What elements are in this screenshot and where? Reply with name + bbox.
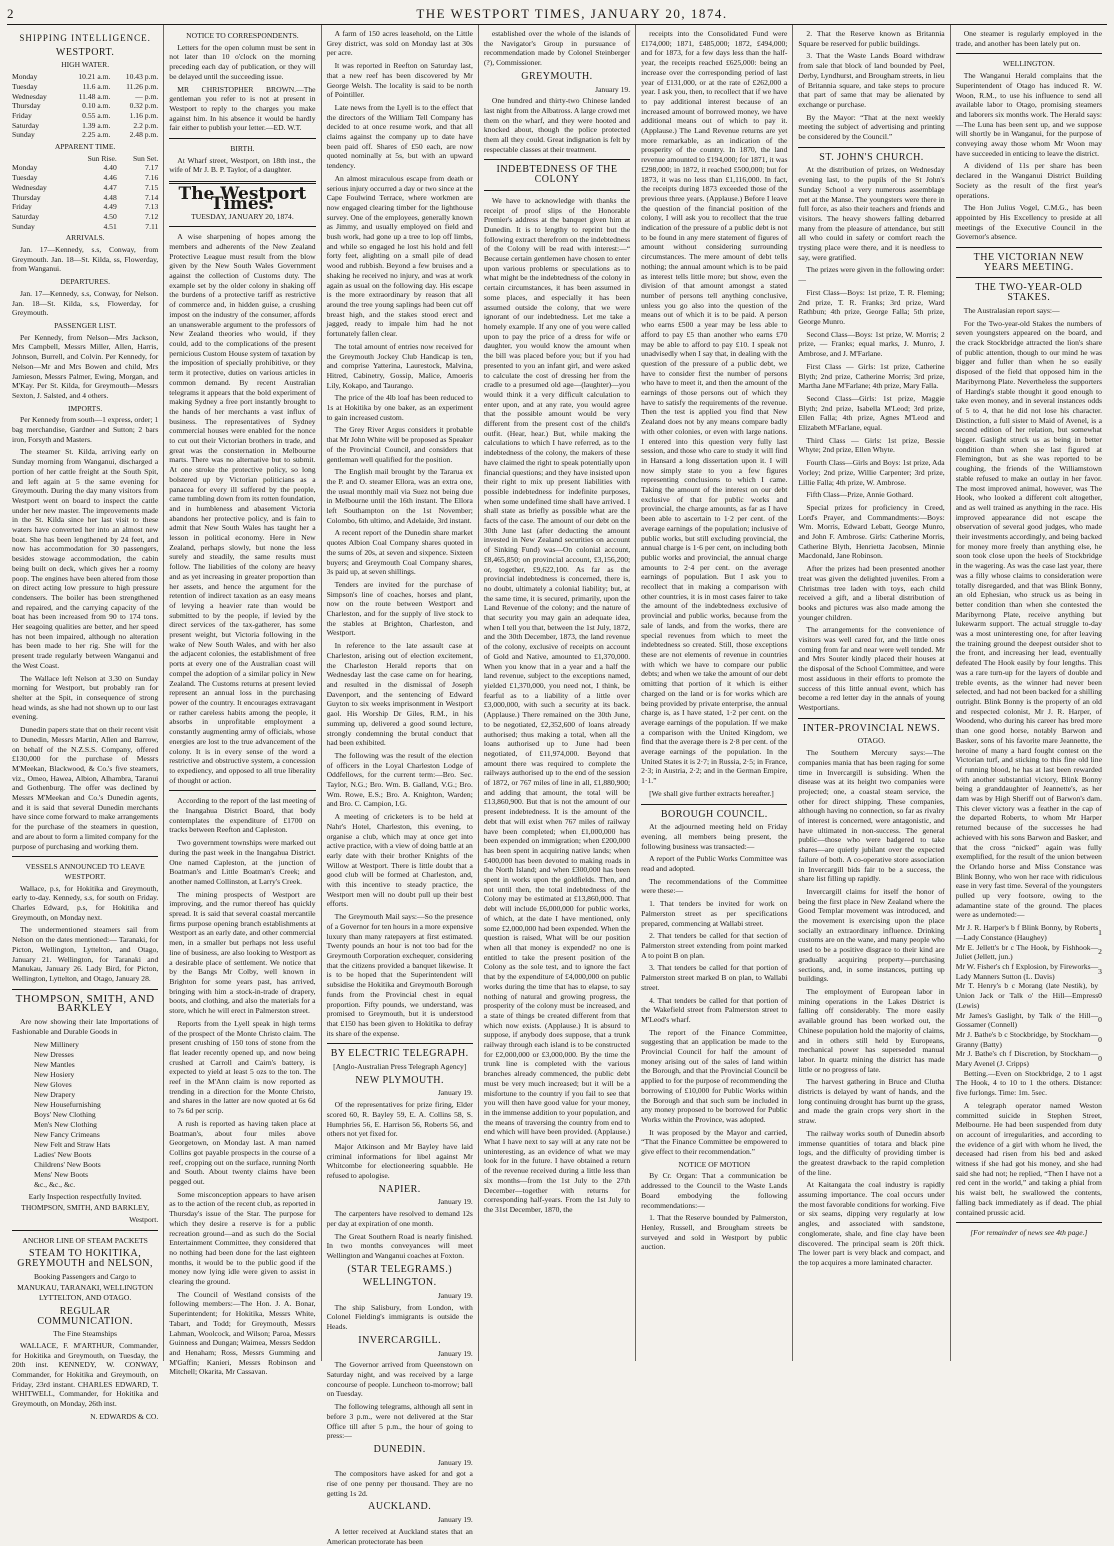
place-cell: 0 [1098,1034,1102,1044]
dateline: January 19. [437,1197,473,1207]
wellington-heading: WELLINGTON. [362,1277,437,1289]
news-para: The Grey River Argus considers it probable that Mr John White will be proposed as Speaker of the Provincial Council, and considers that gentleman well qualified for the position. [326,425,473,464]
star-telegrams-heading: (STAR TELEGRAMS.) [347,1263,453,1275]
list-item: &c., &c., &c. [34,1179,76,1189]
dunedin-heading: DUNEDIN. [373,1443,426,1455]
header-cell: Sun Rise. [87,153,117,163]
church-heading: ST. JOHN'S CHURCH. [819,151,924,163]
news-para: Tenders are invited for the purchase of Simpson's line of coaches, horses and plant, now on the route between Westport and Charleston, and for the supply of live stock to the stables at Brighton, Charleston, and Westport. [326,579,473,638]
divider [641,804,787,805]
news-para: Some misconception appears to have arisen as to the action of the recent club, as reported in Thursday's issue of the Star. The purpose for which they desire a reserve is for a public recreation ground—and as such do the Social Entertainment Committee, they considered that no nothing had been done for the last eighteen months, it would be to the public good if the money now lying idle were given to assist in clearing the ground. [169,1189,316,1287]
birth-heading: BIRTH. [230,144,255,154]
anchor-ports: MANUKAU, TARANAKI, WELLINGTON LYTTELTON, AND OTAGO. [17,1283,154,1303]
table-row [12,82,158,92]
place-cell: 0 [1098,991,1102,1001]
sunset-cell: 7.15 [144,182,159,192]
news-para: A letter received at Auckland states that an American protectorate has been [326,1526,473,1546]
horse-cell: Mr W. Fisher's ch f Explosion, by Fireworks—Lady Manners Sutton (L. Davis) [955,961,1099,981]
am-cell: 0.55 a.m. [82,110,111,120]
news-para: 4. That tenders be called for that portion of the Wakefield street from Palmerston street to M'Leod's wharf. [641,995,788,1024]
dateline: January 19. [437,1457,473,1467]
notice-heading: NOTICE TO CORRESPONDENTS. [186,31,299,40]
day-cell: Tuesday [12,173,38,183]
news-para: Second Class—Boys: 1st prize, W. Morris; 2 prize, — Franks; equal marks, J. Munro, J. Ambrose, and J. M'Farlane. [798,329,945,359]
am-cell: 2.25 a.m. [82,130,111,140]
news-para: Major Atkinson and Mr Bayley have laid criminal informations for libel against Mr Whitcombe for electioneering squabble. He refused to apologise. [326,1141,473,1181]
place-cell: 0 [1098,1054,1102,1064]
list-item: Men's New Clothing [34,1119,97,1129]
divider [169,226,315,227]
news-para: The following telegrams, although all sent in before 3 p.m., were not delivered at the Star Office till after 5 p.m., the hour of going to press:— [326,1402,473,1441]
column-5 [636,25,793,1361]
pm-cell: 10.43 p.m. [125,72,159,82]
table-row [12,72,158,82]
news-para: One steamer is regularly employed in the trade, and another has been lately put on. [955,29,1102,48]
notice-text: Letters for the open column must be sent in not later than 10 o'clock on the morning preceding each day of publication, or they will be delayed until the succeeding issue. [169,42,316,81]
sunset-cell: 7.16 [144,173,159,183]
vessels-heading: VESSELS ANNOUNCED TO LEAVE WESTPORT. [25,862,145,881]
table-row [12,101,158,111]
pm-cell: 2.2 p.m. [133,120,159,130]
tsb-title: THOMPSON, SMITH, AND BARKLEY [15,992,155,1015]
borough-council-heading: BOROUGH COUNCIL. [660,808,768,820]
table-row [12,193,158,203]
column-2 [164,25,321,1377]
dateline: January 19. [437,1515,473,1525]
list-item: New Drapery [34,1089,76,1099]
dateline: January 19. [595,84,631,94]
news-para: Late news from the Lyell is to the effect that the directors of the William Tell Company has decided to at once resume work, and that all claims against the company up to date have been paid off. Shares of £50 each, are now quoted nominally at 5s, but with an upward tendency. [326,102,473,171]
pm-cell: — p.m. [135,91,159,101]
news-para: It was proposed by the Mayor and carried, “That the Finance Committee be empowered to give effect to their recommendation.” [641,1127,788,1157]
sunrise-cell: 4.47 [103,182,117,192]
anchor-title: STEAM TO HOKITIKA, GREYMOUTH and NELSON, [17,1248,154,1270]
tsb-goods-list [12,1040,158,1190]
news-para: A meeting of cricketers is to be held at Nahr's Hotel, Charleston, this evening, to organise a club, which may at once get into active practice, with a view of doing battle at an early date with their brother Knights of the Willow at Westport. There is little doubt that a good club will be formed at Charleston, and, with this incentive to steady practice, the Westport men will no doubt pull up their best efforts. [326,812,473,909]
news-para: Fifth Class—Prize, Annie Gothard. [806,490,914,500]
divider [169,790,315,791]
anchor-ships: WALLACE, F. M'ARTHUR, Commander, for Hokitika and Greymouth, on Tuesday, the 20th inst. KENNEDY, W. CONWAY, Commander, for Hokitika and Greymouth, on Friday, 23rd instant. CHARLES EDWARD, T. WHITWELL, Commander, for Hokitika and Greymouth, on Monday, 26th inst. [12,1340,159,1409]
horse-cell: Mr J. Bathe's b c Stockbridge, by Stockham—Granny (Batty) [955,1029,1099,1049]
dateline: January 19. [437,1291,473,1301]
table-row [12,212,158,222]
news-para: The Governor arrived from Queenstown on Saturday night, and was received by a large concourse of people. Luncheon to-morrow; ball on Tuesday. [326,1360,473,1399]
news-para: 3. That tenders be called for that portion of Palmerston street marked B on plan, to Wallabi street. [641,963,788,992]
news-para: The ship Salisbury, from London, with Colonel Fielding's immigrants is outside the Heads. [326,1302,473,1332]
newspaper-page [7,4,1107,1546]
news-para: An almost miraculous escape from death or serious injury occurred a day or two since at the Cape Foulwind Terrace, where workmen are now engaged clearing timber for the lighthouse survey. One of the employees, generally known as Jimmy, and usually employed on field and bush work, had gone up a tree to lop off limbs, and while so engaged he lost his hold and fell forty feet, alighting on a small pile of dead wood and rubbish. Beyond a few bruises and a shaking he received no injury, and was at work again as usual on the following day. His escape is the more extraordinary by reason that all around the tree young saplings had been cut off breast high, and the stakes stood erect and jagged, ready to impale him had he not fortunately fallen clear. [326,173,473,339]
columns [7,25,1107,1546]
pm-cell: 1.16 p.m. [129,110,159,120]
apparent-time-heading: APPARENT TIME. [54,142,116,152]
new-plymouth-heading: NEW PLYMOUTH. [355,1074,445,1086]
arrivals-text: Jan. 17—Kennedy, s.s, Conway, from Greymouth. Jan. 18—St. Kilda, ss, Flowerday, from Wanganui. [12,245,159,274]
news-para: The Council of Westland consists of the following members:—The Hon. J. A. Bonar, Superintendent; for Hokitika, Messrs White, Tabart, and Todd; for Greymouth, Messrs Lahman, Woolcock, and Wilson; Paroa, Messrs Guinness and Dungan; Waimea, Messrs Seddon and Henaham; Ross, Messrs Gumming and M'Gaffin; Kanieri, Messrs Robinson and Mitchell; Okarita, Mr Cassavan. [169,1289,316,1377]
news-para: Two government townships were marked out during the past week in the Inangahua District. One named Capleston, at the junction of Boatman's and Little Boatman's Creek; and another named Collinston, at Larry's Creek. [169,838,316,886]
imports-text: Per Kennedy from south—1 express, order; 1 bag merchandise, Gardner and Sutton; 2 bars iron, Forsyth and Masters. [12,415,159,444]
place-cell: 2 [1098,947,1102,957]
divider [798,718,944,719]
news-para: By the Mayor: “That at the next weekly meeting the subject of advertising and printing be considered by the Council.” [798,112,945,142]
column-3 [322,25,479,1546]
news-para: 1. That the Reserve bounded by Palmerston, Henley, Russell, and Brougham streets be surveyed and sold in Westport by public auction. [641,1213,788,1252]
passengers-heading: PASSENGER LIST. [54,320,117,330]
dateline: January 19. [437,1088,473,1098]
column-4 [479,25,636,1361]
divider [484,190,630,191]
divider [798,147,944,148]
anchor-fleet: The Fine Steamships [53,1329,117,1339]
news-para: For the Two-year-old Stakes the numbers of seven youngsters appeared on the board, and the crack Stockbridge attracted the lion's share of public attention, though to our mind he was bigger and fuller than when he so easily disposed of the field that opposed him in the Maribyrnong Plate. Nevertheless the supporters of Harding's stable thought it good enough to take even money, and in several instances odds of 5 to 4, that he did not lose his character. Distinction, a full sister to Maid of Avenel, is a second edition of her relation, but somewhat bigger. Gaslight struck us as being in better condition than when she last figured at Flemington, but as she was reported to be coughing, the friends of the Williamstown stable refused to make an outlay in her favor. The most improved animal, however, was The Hook, who looked a different colt altogether, and as well trained as anything in the race. His improved appearance did not escape the observation of several good judges, who made their investments accordingly, and being backed for money more freely than anything else, he soon took close upon the heels of Stockbridge in the wagering. As was the case last year, there was a filly whose claims to consideration were totally disregarded, and that was Blink Bonny, an old Ephesian, who struck us as being in better condition than when she contested the Maribyrnong Plate, receive anything but lukewarm support. The actual struggle to-day was a most uninteresting one, for after leaving the training ground the deepest outsider shot to the front, and increasing her lead, eventually defeated The Hook easily by four lengths. This was a rare turn-up for the layers of double and treble events, as the winner had never been selected, and had not been backed for a shilling outright. Blink Bonny is the property of an old and respected colonist, Mr J. R. Harper, of Woodend, who during his career has bred more than one good horse, notably Barwon and Basker, sons of his favorite mare Jeannette, the heroine of many a hard fought contest on the Victorian turf, and sticking to this fine old line of running blood, he has at last been rewarded with another substantial victory, Blink Bonny being a granddaughter of Jeannette's, as her dam was by High Sheriff out of Barwon's dam. This clever victory was a feather in the cap of the departed Roberts, to whom Mr Harper returned because of the successes he had achieved with his sons Barwon and Basker, and that the cross “nicked” again was fully exemplified, for the result of the union between the Orlando horse and Miss Constance was Blink Bonny, who won her race with ridiculous ease in very fast time. Several of the youngsters pulled up very footsore, owing to the adamantine state of the ground. The places were as undernoted:— [955,318,1102,920]
dateline: January 19. [437,1348,473,1358]
invercargill-heading: INVERCARGILL. [358,1334,442,1346]
vessels-note: The undermentioned steamers sail from Nelson on the dates mentioned:— Taranaki, for Picton, Wellington, Lyttelton, and Otago, January 21. Wellington, for Taranaki and Manukau, January 26. Lady Bird, for Picton, Wellington, Lyttelton, and Otago, January 28. [12,925,159,983]
remainder-note: [For remainder of news see 4th page.] [970,1228,1088,1238]
day-cell: Sunday [12,221,35,231]
day-cell: Wednesday [12,182,47,192]
sunrise-cell: 4.50 [103,211,117,221]
list-item: New Gloves [34,1079,72,1089]
day-cell: Wednesday [12,91,47,101]
departures-heading: DEPARTURES. [60,277,110,287]
telegraph-heading: BY ELECTRIC TELEGRAPH. [330,1048,469,1060]
race-results-table [956,923,1102,1069]
masthead: THE WESTPORT TIMES, JANUARY 20, 1874. [416,6,728,21]
news-para: The Southern Mercury says:—The companies mania that has been raging for some time in Invercargill is subsiding. When the disease was at its height two companies were projected; one, a coastal steam service, the other for direct shipping. These companies, although having no connection, so far as rivalry of interest is concerned, were antagonistic, and have ultimated in non-success. The general public—those who were badgered to take shares—are quietly jubilant over the expected failure of both. A co-operative store association in Invercargill bids fair to be a success, the share list filling up rapidly. [798,748,945,884]
table-row [956,943,1102,962]
news-para: Fourth Class—Girls and Boys: 1st prize, Ada Vorley; 2nd prize, Willie Carpenter; 3rd prize, Lillie Falla; 4th prize, W. Ambrose. [798,458,945,487]
day-cell: Tuesday [12,81,38,91]
table-row [12,92,158,102]
news-para: The following was the result of the election of officers in the Loyal Charleston Lodge of Oddfellows, for the current term:—Bro. Sec. Taylor, N.G.; Bro. Wm. B. Galland, V.G.; Bro. Wm. Rowe, E.S.; Bro. A. Knighton, Warden; and Bro. C. Campion, I.G. [326,750,473,809]
sunset-cell: 7.17 [144,163,159,173]
table-row [12,202,158,212]
tsb-invite: Early Inspection respectfully Invited. [28,1191,142,1201]
news-para: First Class — Girls: 1st prize, Catherine Blyth; 2nd prize, Catherine Morris; 3rd prize, Martha Jane M'Farlane; 4th prize, Mary Falla. [798,361,945,391]
sunrise-cell: 4.40 [103,163,117,173]
news-para: The total amount of entries now received for the Greymouth Jockey Club Handicap is ten, and comprise Yatterina, Laurestock, Malvina, Hitred, Cabinetry, Gossip, Malice, Amoeris Lily, Kokapo, and Taurango. [326,341,473,390]
news-para: The English mail brought by the Tararua ex the P. and O. steamer Ellora, was an extra one, the usual monthly mail via Suez not being due in Melbourne until the 16th instant. The Ellora left Southampton on the 1st November; Colombo, 6th ultimo, and Adelaide, 3rd instant. [326,467,473,525]
news-para: The Hon Julius Vogel, C.M.G., has been appointed by His Excellency to preside at all meetings of the Executive Council in the Governor's absence. [955,203,1102,242]
am-cell: 10.21 a.m. [78,72,111,82]
table-row [12,222,158,232]
paper-title: The Westport Times. [178,184,307,214]
news-para: established over the whole of the islands of the Navigator's Group in pursuance of recommendation made by Colonel Steinberger (?), Commissioner. [483,29,631,68]
table-row [12,163,158,173]
list-item: New Felt and Straw Hats [34,1139,111,1149]
port-heading: WESTPORT. [55,46,115,58]
inter-provincial-heading: INTER-PROVINCIAL NEWS. [802,722,941,734]
am-cell: 0.10 a.m. [82,101,111,111]
pm-cell: 0.32 p.m. [129,101,159,111]
news-para: The arrangements for the convenience of visitors was well cared for, and the little ones coming from far and near were well tended. Mr and Mrs Souter kindly placed their houses at the disposal of the School Committee, and were most assiduous in their efforts to promote the success of this little annual event, which has become a red letter day in the annals of young Westportians. [798,625,945,712]
imports-heading: IMPORTS. [67,403,103,413]
news-para: The carpenters have resolved to demand 12s per day at expiration of one month. [326,1209,473,1228]
sunrise-cell: 4.46 [103,173,117,183]
leader-article: A wise sharpening of hopes among the members and adherents of the New Zealand Protective League must result from the blow given by the New South Wales Government against the collection of Customs duty. The example set by the older colony in shaking off the burdens of a protective tariff as restrictive of commerce and, in hidden guise, a crushing impost on the industry of the consumer, affords an unanswerable argument to the professors of New Zealand theories who would, if they could, add to the complications of the present pernicious Custom House system of taxation by the imposition of specially prohibitive, or they term it protective, duties on various articles in common demand. By recent Australian telegrams it appears that the bold experiment of making Sydney a free port instantly brought to the hands of her merchants a vast influx of business. The representatives of Sydney commercial houses were enabled for the nonce to cut out their Victorian brothers in trade, and great was the consternation in Melbourne marts. There was no alternative but to submit. At one stroke the protective policy, so long bolstered up by Victorian politicians as a panacea for every ill suffered by the people, came tumbling down from its rotten foundation, and in humbleness and abasement Victoria abandons her protective policy, and is fain to admit that New South Wales has taught her a lesson in political economy. Here in New Zealand, perhaps slowly, but none the less surely and steadily, the same results must follow. The liabilities of the colony are heavy and as yet increasing in greater proportion than her assets, and hence the argument for the retention of indirect taxation as an easy means of levying a heavier rate than would be submitted to by the people, if levied by the direct services of the tax-gatherer, has some present weight, but Victoria following in the wake of New South Wales, and with her also the adjacent colonies, the establishment of free ports at every one of the Australian coast will compel the adoption of a similar policy in New Zealand. The Customs returns at present levied represent an annual loss in the purchasing power of the country. It encourages extravagant or rather careless habits among the people, it absorbs in unprofitable employment a constantly augmenting army of officials, whose energies are lost to the true advancement of the colony. It is in every sense of the word a restrictive and obstructive system, a concession to expediency, and opposed to all true liberality of thought or action. [169,232,316,785]
news-para: At Kaitangata the coal industry is rapidly assuming importance. The coal occurs under the most favorable conditions for working. Five or six seams, dipping very regularly at low angles, and associated with sandstone, conglomerate, shale, and fine clay have been discovered. The principal seam is 20ft thick. The lower part is very black and compact, and the top acquires a more laminated character. [798,1180,945,1267]
tide-table [12,72,158,140]
place-cell: 1 [1098,928,1102,938]
otago-heading: OTAGO. [857,736,886,746]
list-item: New Hosiery [34,1069,75,1079]
news-para: A dividend of 11s per share has been declared in the Wanganui District Building Society as the result of the first year's operations. [955,161,1102,200]
anchor-reg: REGULAR COMMUNICATION. [37,1305,133,1327]
list-item: New Millinery [34,1039,79,1049]
list-item: New Mantles [34,1059,75,1069]
news-para: After the prizes had been presented another treat was given the delighted juveniles. From a Christmas tree laden with toys, each child received a gift, and a liberal distribution of books and pictures was also made among the younger children. [798,564,945,622]
list-item: Childrens' New Boots [34,1159,101,1169]
table-row [12,173,158,183]
horse-cell: Mr E. Jellett's br c The Hook, by Fishhook—Juliet (Jellett, jun.) [955,942,1099,962]
table-row [12,121,158,131]
list-item: New Dresses [34,1049,74,1059]
news-para: Second Class—Girls: 1st prize, Maggie Blyth; 2nd prize, Isabella M'Leod; 3rd prize, Ellen Falla; 4th prize, Agnes M'Leod and Elizabeth M'Farlane, equal. [798,393,945,433]
horse-cell: Mr T. Henry's b c Morang (late Nestik), by Union Jack or Talk o' the Hill—Empress (Lewis) [955,981,1099,1010]
sunset-cell: 7.13 [144,202,159,212]
sun-table [12,154,158,232]
day-cell: Thursday [12,192,41,202]
divider [12,989,158,990]
table-row [956,1030,1102,1049]
day-cell: Monday [12,163,38,173]
news-para: The Greymouth Mail says:—So the presence of a Governor for ten hours in a more expensive luxury than many ratepayers at first estimated. Twenty pounds an hour is not too bad for the Greymouth Corporation exchequer, considering that the citizens provided a banquet likewise. It is to be hoped that the Superintendent will subsidise the Hokitika and Greymouth Borough funds from the Provincial chest in equal proportion. Fifty pounds, we understand, was promised to Greymouth, but it is understood that £150 has been given to Hokitika to defray its share of the expense. [326,912,473,1038]
news-para: Special prizes for proficiency in Creed, Lord's Prayer, and Commandments:—Boys: Wm. Morris, Edward Lebatt, George Munro, and John F. Ambrose. Girls: Catherine Morris, Catherine Blyth, Henrietta Jacobsen, Minnie Macdonald, Jane Robinson. [798,502,945,561]
horse-cell: Mr J. R. Harper's b f Blink Bonny, by Roberts—Lady Constance (Haughey) [955,923,1099,942]
news-para: At the adjourned meeting held on Friday evening, all members being present, the following business was transacted:— [641,822,788,851]
place-cell: 3 [1098,966,1102,976]
news-para: A telegraph operator named Weston committed suicide in Stephen Street, Melbourne. He had been suspended from duty on account of irregularities, and according to the evidence of a girl with whom he lived, the deceased had risen from his bed and asked witness if she had got his money, and she had said she had not; he replied, “Then I have not a red cent in the world,” and taking a phial from his waist belt, he swallowed the contents, falling back immediately as if dead. The phial contained prussic acid. [955,1100,1102,1217]
sunset-cell: 7.11 [145,221,159,231]
header-cell [12,154,69,164]
steamer-para: The Wallace left Nelson at 3.30 on Sunday morning for Westport, but probably ran for shelter at the Spit, in consequence of strong head winds, as she had not shown up to our last evening. [12,673,159,722]
sunset-cell: 7.14 [144,192,159,202]
table-row [12,154,158,164]
table-row [956,1049,1102,1068]
news-para: The mining prospects of Westport are improving, and the rumor thereof has quickly spread. It is said that several coastal mercantile firms purpose opening branch establishments at Westport as an early date, and other commercial men, in a smaller but perhaps not less useful line of business, are also looking to Westport as a desirable place of settlement. We notice that by the Bangs Mr Colby, well known in Brighton for some years past, has arrived, bringing with him a stock-in-trade of drapery, boots, and clothing, and also the materials for a store, which he will erect in Palmerston street. [169,889,316,1016]
news-para: The compositors have asked for and got a rise of one penny per thousand. They are no getting 1s 2d. [326,1469,473,1498]
date-line: TUESDAY, JANUARY 20, 1874. [191,211,294,221]
news-para: The harvest gathering in Bruce and Clutha districts is delayed by want of hands, and the long continuing drought has burnt up the grass, and made the grain crops very short in the straw. [798,1077,945,1126]
tsb-sign: THOMPSON, SMITH, AND BARKLEY, [21,1203,149,1213]
notice-of-motion-heading: NOTICE OF MOTION [678,1159,751,1169]
pm-cell: 11.26 p.m. [126,81,159,91]
day-cell: Friday [12,110,32,120]
table-row [12,183,158,193]
news-para: The railway works south of Dunedin absorb immense quantities of totara and black pine logs, and the difficulty of providing timber is the greatest drawback to the rapid completion of the line. [798,1128,945,1177]
news-para: It was reported in Reefton on Saturday last, that a new reef has been discovered by Mr George Welsh. The locality is said to be north of Pointiller. [326,61,473,100]
table-row [956,1011,1102,1030]
list-item: Ladies' New Boots [34,1149,92,1159]
am-cell: 11.6 a.m. [82,81,111,91]
news-para: A recent report of the Dunedin share market quotes Albion Coal Company shares quoted in the sums of 20s, at seven and sixpence. Sixteen buyers; and Greymouth Coal Company shares, 3s paid up, at seven shillings. [326,528,473,577]
sunrise-cell: 4.48 [103,192,117,202]
news-para: The prizes were given in the following order:— [798,265,945,285]
news-para: At the distribution of prizes, on Wednesday evening last, to the pupils of the St John's Sunday School a very numerous assemblage met at the Manse. The youngsters were there in full force, as also their teachers and friends and visitors. The heavy showers falling debarred many from the pleasure of attendance, but still all who could in safety or comfort reach the trysting place were there, and it is needless to say, were gratified. [798,165,945,262]
greymouth-heading: GREYMOUTH. [521,70,593,82]
list-item: New Fancy Crimeans [34,1129,100,1139]
news-para: The Australasian report says:— [963,305,1060,315]
telegraph-agency: [Anglo-Australian Press Telegraph Agency] [333,1062,467,1072]
table-row [12,111,158,121]
day-cell: Monday [12,72,38,82]
horse-cell: Mr James's Gaslight, by Talk o' the Hill—Gossamer (Connell) [955,1010,1099,1030]
news-para: By Cr. Organ: That a communication be addressed to the Council to the Waste Lands Board embodying the following recommendations:— [641,1171,788,1210]
am-cell: 11.48 a.m. [78,91,111,101]
table-row [956,923,1102,942]
news-para: receipts into the Consolidated Fund were £174,000; 1871, £485,000; 1872, £494,000; and for 1873, for a few days less than the half-year, the receipts reached £625,000: being an increase over the corresponding period of last year of £131,000, or at the rate of £262,000 a year. I ask you, then, to recollect that if we have to pay additional interest because of an increased amount of borrowed money, we have additional means out of which to pay it. (Applause.) The Land Revenue returns are yet more remarkable, as an indication of the prosperity of the country. In 1870, the land revenue amounted to £194,000; for 1871, it was £298,000; in 1872, it reached £500,000; but for 1873, it was no less than £1,116,000. In fact, the receipts during 1873 exceeded those of the previous three years. (Applause.) Before I leave the question of the financial position of the colony, I will ask you to recollect that the true indication of the pressure of a public debt is not to be found in any mere statement of figures of amount without considering surrounding circumstances. The mere amount of debt tells nothing; the annual amount which is to be paid as interest tells little more; but show, even the division of that amount amongst a stated number of persons tell anything conclusive, unless you go also into the question of the means out of which it is to be paid. A person who earns £500 a year may be less able to afford to pay £5 than another who earns £70 may be able to afford to pay £10. I speak not unadvisedly when I say that, in dealing with the question of the pressure of a public debt, we have to consider first the number of persons who have to meet it, and then the amount of the earnings of those persons out of which they have to satisfy the requirements of the revenue. Then the test is applied you find that New Zealand does not by any means compare badly with other colonies, or even with large nations. I entered into this question very fully last session, and those who care to study it will find in Hansard a long dissertation upon it. I will now simply state to you a few figures representing conclusions to which I came. Taking the amount of the interest on our debt exclusive of that for public works and provincial, the charge amounts, as far as I have been able to ascertain to 1·2 per cent. of the average earnings of the population; inclusive of public works, but still excluding provincial, the annual charge is 1·6 per cent, on including both public works and provincial, the annual charge amounts to 2·4 per cent. on the average earnings of population. But I ask you to recollect that in making a comparison with other countries, it is in most cases fairer to take the amount of the indebtedness exclusive of provincial and public works, because from the sale of lands, and from the works, there are special revenues from which to meet the indebtedness so created. Still, those exceptions these are not elements of revenue in countries with which we have to compare our public debts; and when we take the amount of our debt omitting that portion of it which is either charged on the land or is for works which are being provided by private enterprise, the annual charge is, as I have stated, 1·2 per cent. on the average earnings of the population. If we make a comparison with the United Kingdom, we find that the average there is 2·8 per cent. of the average earnings of the population. In the United States it is 2·7; in Russia, 2·5; in France, 2·3; in Austria, 2·2; and in the German Empire, 1·1.” [641,29,788,786]
news-para: A report of the Public Works Committee was read and adopted. [641,854,788,874]
divider [484,159,630,160]
news-para: In reference to the late assault case at Charleston, arising out of election excitement, the Charleston Herald reports that on Wednesday last the case came on for hearing, and resulted in the dismissal of Joseph Davenport, and the sentencing of Edward Guyton to six weeks imprisonment in Westport gaol. His Worship Dr Giles, R.M., in his summing up, delivered a good sound lecture, strongly condemning the brutal conduct that had been exhibited. [326,641,473,748]
news-para: Invercargill claims for itself the honor of being the first place in New Zealand where the Good Templar movement was introduced, and the movement is exercising upon the place socially an extraordinary influence. Drinking customs are on the wane, and many people who used to be a positive disgrace to their kind are gradually acquiring property—purchasing sections, and, in some instances, putting up buildings. [798,886,945,984]
news-para: The Wanganui Herald complains that the Superintendent of Otago has induced R. W. Woon, R.M., to use his influence to send all available labor to Otago, promising steamers and laborers six months work. The Herald says:—The Luna has been sent up, and we suppose will shortly be in Wanganui, for the purpose of conveying away those whom Mr Woon may have succeeded in enticing to leave the district. [955,71,1102,158]
news-para: According to the report of the last meeting of the Inangahua District Board, that body contemplates the expenditure of £1700 on tracks between Reefton and Capleston. [169,796,316,835]
betting-text: Betting.—Even on Stockbridge, 2 to 1 agst The Hook, 4 to 10 to 1 the others. Distance: five furlongs. Time: 1m. 5sec. [955,1068,1102,1098]
day-cell: Saturday [12,211,39,221]
list-item: New Housefurnishing [34,1099,101,1109]
tsb-place: Westport. [129,1214,159,1224]
news-para: One hundred and thirty-two Chinese landed last night from the Albatross. A large crowd met them on the wharf, and they were hooted and knocked about, though the police protected them all they could. Great indignation is felt by respectable classes at their treatment. [483,96,631,154]
tsb-intro: Are now showing their late Importations of Fashionable and Durable Goods in [12,1017,159,1036]
list-item: Mens' New Boots [34,1169,89,1179]
steamer-para: Dunedin papers state that on their recent visit to Dunedin, Messrs Martin, Allen and Barrow, on behalf of the N.Z.S.S. Company, offered £130,000 for the purchase of Messrs M'Meekan, Blackwood, & Co.'s five steamers, viz., Omeo, Hawea, Albion, Alhambra, Taranui and Gothenburg. The offer was declined by Messrs M'Meekan and Co.'s Dunedin agents, and it is said that several Dunedin merchants have since come forward to make arrangements for the purchase of the steamers in question, and are about to form a limited company for the purpose of purchasing and working them. [12,725,159,851]
news-para: First Class—Boys: 1st prize, T. R. Fleming; 2nd prize, T. R. Franks; 3rd prize, Ward Rathbun; 4th prize, George Falla; 5th prize, George Munro. [798,287,945,326]
divider [956,53,1102,54]
anchor-agent: N. EDWARDS & CO. [90,1411,159,1421]
wellington-heading: WELLINGTON. [1002,59,1055,69]
sunset-cell: 7.12 [144,211,159,221]
news-para: Third Class — Girls: 1st prize, Bessie Whyte; 2nd prize, Ellen Whyte. [798,435,945,455]
divider [169,138,315,139]
shipping-heading: SHIPPING INTELLIGENCE. [19,33,151,43]
column-1 [7,25,164,1421]
table-row [12,130,158,140]
day-cell: Saturday [12,120,39,130]
news-para: 2. That tenders be called for that section of Palmerston street extending from point marked A to point B on plan. [641,931,788,960]
page-header [7,4,1107,25]
column-7 [951,25,1107,1361]
anchor-heading: ANCHOR LINE OF STEAM PACKETS [22,1235,148,1245]
news-para: 3. That the Waste Lands Board withdraw from sale that block of land bounded by Peel, Derby, Lyndhurst, and Brougham streets, in lieu of Britannia square, and take steps to procure that part of same that may be alienated by exchange or purchase. [798,51,945,109]
passengers-text: Per Kennedy, from Nelson—Mrs Jackson, Mrs Campbell, Messrs Miller, Allen, Harris, Johnson, Burrell, and Colvin. Per Kennedy, for Nelson—Mr and Mrs Bowen and child, Mrs Jamieson, Messrs Palmer, Ewing, Morgan, and M'Kay. Per St. Kilda, for Greymouth—Messrs Sexton, J. Salsted, and 4 others. [12,332,159,400]
departures-text: Jan. 17—Kennedy, s.s, Conway, for Nelson. Jan. 18—St. Kilda, s.s, Flowerday, for Greymouth. [12,288,159,318]
divider [956,1222,1102,1223]
news-para: [We shall give further extracts hereafter.] [649,788,774,798]
day-cell: Thursday [12,101,41,111]
page-number: 2 [7,6,15,21]
table-row [956,981,1102,1010]
horse-cell: Mr J. Bathe's ch f Discretion, by Stockham—Mary Avenel (J. Cripps) [955,1049,1099,1069]
sunrise-cell: 4.51 [103,221,117,231]
news-para: The employment of European labor in mining operations in the Lakes District is falling off considerably. The more easily available ground has been worked out, the Chinese population hold the majority of claims, and in others still held by Europeans, mechanical power has superseded manual labor. In quartz mining the district has made little or no progress of late. [798,986,945,1074]
auckland-heading: AUCKLAND. [368,1501,432,1513]
divider [12,1230,158,1231]
news-para: The recommendations of the Committee were these:— [641,876,788,896]
news-para: 1. That tenders be invited for work on Palmerston street as per specifications prepared, commencing at Wallabi street. [641,899,788,928]
high-water-heading: HIGH WATER. [61,60,110,70]
news-para: The Great Southern Road is nearly finished. In two months conveyances will meet Wellington and Wanganui coaches at Foxton. [326,1231,473,1260]
day-cell: Sunday [12,130,35,140]
two-year-old-heading: THE TWO-YEAR-OLD STAKES. [975,282,1083,304]
news-para: The report of the Finance Committee, suggesting that an application be made to the Provincial Council for half the amount of money arising out of the sales of land within the Borough, and that the Provincial Council be applied to for the purpose of recommending the borrowing of £10,000 for Public Works within the Borough and that such sum be included in any money proposed to be borrowed for Public Works within the Province, was adopted. [641,1027,788,1124]
steamer-para: The steamer St. Kilda, arriving early on Sunday morning from Wanganui, discharged a portion of her cattle freight at the South Spit, and left again at 5 the same evening for Greymouth. During the day many visitors from Westport went on board to inspect the cattle under her new master. The improvements made in the St. Kilda since her last visit to these waters have converted her into an almost new boat. She has been lengthened by 24 feet, and now has accommodation for 30 passengers, besides stowage accommodation, the cabin being built on deck, which gives her a roomy poop. The engines have been altered from those on direct acting low pressure to high pressure condensers. The boiler has been strengthened and repaired, and the carrying capacity of the boat has been increased from 90 to 174 tons. Her seagoing qualities are better, and her speed has not been impaired, although no alteration has been made to her rig. She will for the present trade regularly between Wanganui and the West Coast. [12,447,159,670]
arrivals-heading: ARRIVALS. [65,233,105,243]
napier-heading: NAPIER. [378,1183,421,1195]
news-para: A farm of 150 acres leasehold, on the Little Grey district, was sold on Monday last at 30s per acre. [326,29,473,58]
divider [327,1043,473,1044]
news-para: A rush is reported as having taken place at Boatman's, about four miles above Georgetown, on Monday last. A man named Collins got payable prospects in the course of a reef, cropping out on the surface, running North and South. About twenty claims have been pegged out. [169,1118,316,1187]
indebtedness-heading: INDEBTEDNESS OF THE COLONY [496,164,618,186]
divider [12,856,158,857]
header-cell: Sun Set. [132,153,159,163]
sunrise-cell: 4.49 [103,202,117,212]
divider [956,277,1102,278]
news-para: Of the representatives for prize firing, Elder scored 60, R. Bayley 59, E. A. Collins 58, S. Humphries 56, E. Harrison 56, Roberts 56, and others not yet fixed for. [326,1100,473,1139]
news-para: The price of the 4lb loaf has been reduced to 1s at Hokitika by one baker, as an experiment to gain increased custom. [326,393,473,422]
divider [956,247,1102,248]
news-para: We have to acknowledge with thanks the receipt of proof slips of the Honorable Premier's address at the banquet given him at Dunedin. It is to lengthy to reprint but the following extract therefrom on the indebtedness of the Colony will be read with interest:—“ Because certain gentlemen have chosen to enter upon various problems or speculations as to what might be the indebtedness of the colony in certain circumstances, it has been assumed in some places, and especially it has been assumed outside the colony, that we were ignorant of our indebtedness. Let me take a homely example. If any one of you were called upon to pay the price of a dress for wife or daughter, you would know the amount when the bill was placed before you; but if you had presented to you an infant girl, and were asked to calculate the cost of dressing her from the cradle to a presumed old age—(laughter)—you would think it a very difficult calculation to enter upon, and at any rate, you would agree that the possible amount would be very different from the present cost of the child's outfit. (Hear, hear.) But, while making the calculations to which I have referred, as to the indebtedness of the colony, the makers of these have claimed the right to speak potentially upon financial questions; and they have insisted upon their right to mix up present liabilities with possible indebtedness for indefinite purposes, when some undefined time shall have arrived. I shall state as briefly as possible what are the facts of the case. The amount of our debt on the 30th June last (after deducting the amount invested in New Zealand securities on account of Sinking Fund) was—On colonial account, £8,465,850; on provincial account, £3,156,200; or, together, £9,622,100. As far as the provincial indebtedness is concerned, there is, no doubt, ultimately a colonial liability; but, at the same time, it is secured, primarily, upon the Land Revenue of the colony; and the nature of that security you may gain an adequate idea, when I tell you that, between the 1st July, 1872, and the 30th December, 1873, the land revenue of the colony, exclusive of receipts on account of Gold and Native, amounted to £1,370,000. When you know that in a year and a half the land revenue, subject to the exceptions named, yielded £1,370,000, you need not, I think, be fearful as to a liability of a little over £3,000,000, with such a security at its back. (Applause.) There remained on the 30th June, to be negotiated, £2,352,600 of loans already authorised; thus making a total, when all the loans authorised up to June had been negotiated, of £11,974,000. Beyond that amount there was required to complete the railways authorised up to the end of the session of 1872, or 767 miles of line in all, £1,880,900; and adding that amount, the total will be £13,860,900. But that is not the amount of our present indebtedness. It is the amount of the debt that will exist when 767 miles of railway have been completed; when £1,000,000 has been expended on immigration; when £200,000 has been spent in acquiring native lands; when £400,000 has been devoted to making roads in the North Island; and when £300,000 has been spent in works upon the goldfields. Then, and not until then, the total indebtedness of the Colony may be estimated at £13,860,000. That debt will include £6,000,000 for public works, of which, at the date I have mentioned, only some £2,000,000 had been expended. When the question is raised, What will be our position when all that money is expended? no one is entitled to take the present position of the Colony as the sole test, and to ignore the fact that by the expenditure of £4,000,000 on public works during the time that has to elapse, to say nothing of natural and growing progress, the prosperity of the colony must be increased, and a state of things be created different from that which now exists. (Applause.) It is absurd to suppose, if anybody does suppose, that a trunk railway through each island is to be constructed for £2,000,000 or £3,000,000. By the time the trunk line is completed with the various branches already commenced, the public debt must be very much increased; but it will be a misfortune to the country if you fail to see that you will then have good value for your money, in the immense addition to your population, and the means of traversing the country from end to end which will have been provided. (Applause.) What I have next to say will at any rate not be uninteresting, as an evidence of what we may look for in the future. I have obtained a return of the revenue received during a little less than six months—from the 1st July to the 27th December—together with returns for corresponding half-years. From the 1st July to the 31st December, 1870, the [483,195,631,1214]
anchor-sub: Booking Passengers and Cargo to [33,1271,137,1281]
pm-cell: 2.48 p.m. [129,130,159,140]
list-item: Boys' New Clothing [34,1109,96,1119]
vessels-text: Wallace, p.s, for Hokitika and Greymouth, early to-day. Kennedy, s.s, for south on Friday. Charles Edward, p.s, for Hokitika and Greymouth, on Monday next. [12,883,159,922]
notice-text-2: MR CHRISTOPHER BROWN.—The gentleman you refer to is not at present in Westport to reply to the charges you make against him. In his absence it would be hardly fair either to publish your letter.—ED. W.T. [169,84,316,133]
table-row [956,962,1102,981]
news-para: Reports from the Lyell speak in high terms of the prospect of the Monte Christo claim. The present crushing of 150 tons of stone from the flat leader recently opened up, and now being crushed at Carroll and Cairn's battery, is expected to yield at least 5 ozs to the ton. The reef in the M'Ann claim is now reported as trending in a direction for the Monte Christo, and shares in the latter are now quoted at 6s 6d to 7s 6d per scrip. [169,1018,316,1116]
place-cell: 0 [1098,1015,1102,1025]
birth-text: At Wharf street, Westport, on 18th inst., the wife of Mr J. B. P. Taylor, of a daughter. [169,155,316,175]
news-para: 2. That the Reserve known as Britannia Square be reserved for public buildings. [798,29,945,48]
am-cell: 1.39 a.m. [82,120,111,130]
victorian-meeting-heading: THE VICTORIAN NEW YEARS MEETING. [973,252,1084,273]
day-cell: Friday [12,202,32,212]
column-6 [793,25,950,1361]
